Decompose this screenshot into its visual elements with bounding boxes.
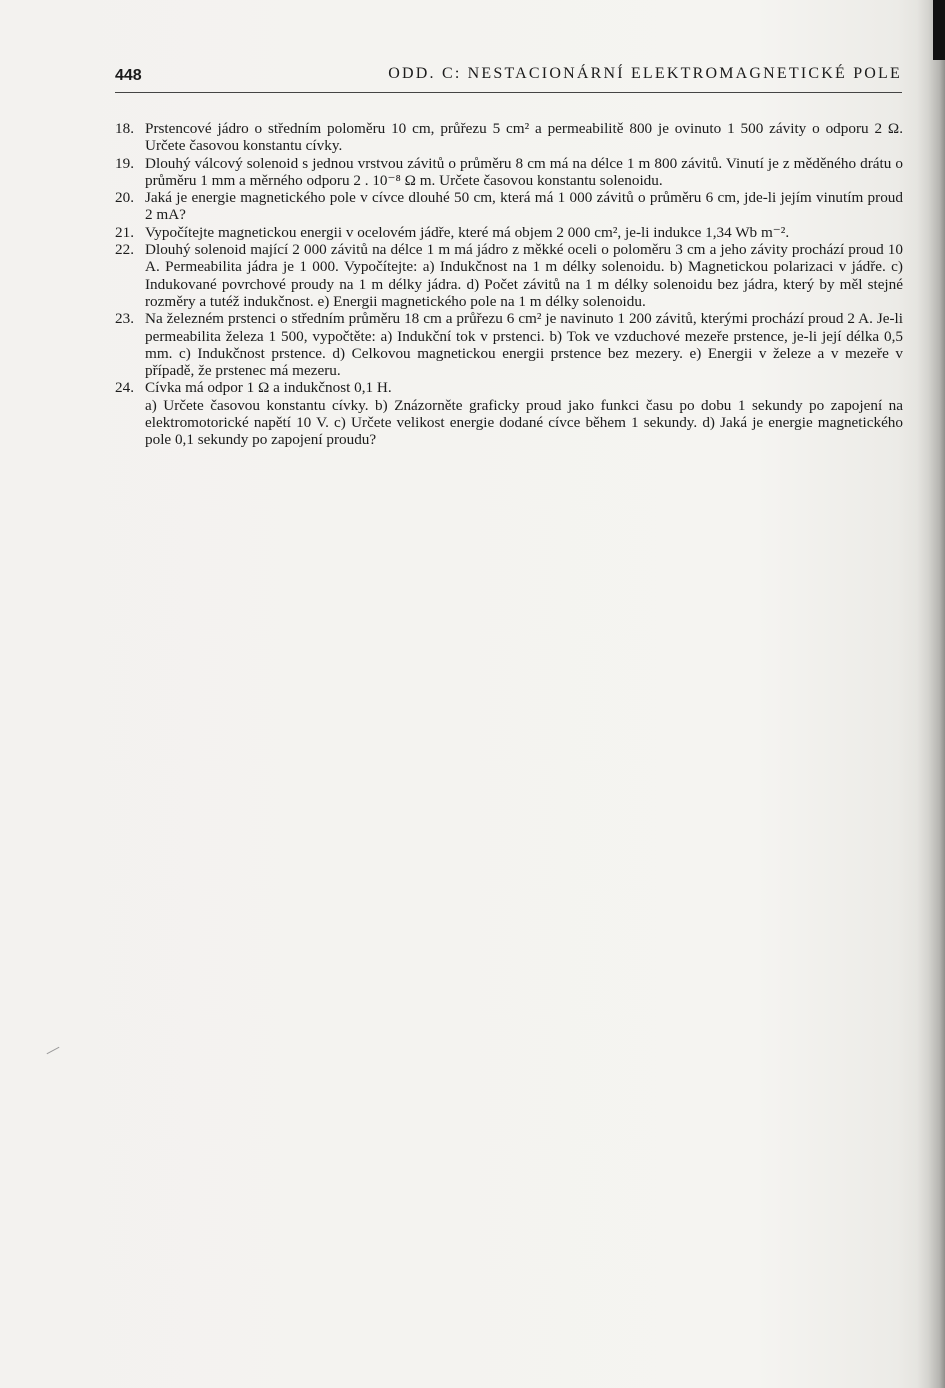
problem-text: Dlouhý solenoid mající 2 000 závitů na délce 1 m má jádro z měkké oceli o poloměru 3 cm a jeho závity prochází proud 10 A. Permeabilita jádra je 1 000. Vypočítejte: a) Indukčnost na 1 m délky solenoidu. b) Magnetickou polarizaci v jádře. c) Indukované povrchové proudy na 1 m délky jádra. d) Počet závitů na 1 m délky solenoidu bez jádra, který by měl stejné rozměry a tutéž indukčnost. e) Energii magnetického pole na 1 m délky solenoidu. — [145, 241, 903, 310]
page-header — [115, 62, 902, 88]
problem-20 — [115, 189, 903, 224]
page-number: 448 — [115, 67, 142, 84]
problem-text: Cívka má odpor 1 Ω a indukčnost 0,1 H. — [145, 379, 392, 397]
stray-pencil-mark — [47, 1047, 60, 1054]
problem-list — [115, 120, 903, 449]
binding-shadow — [917, 0, 945, 1388]
problem-23 — [115, 310, 903, 379]
problem-19 — [115, 155, 903, 190]
problem-number: 23. — [115, 310, 134, 328]
problem-21 — [115, 224, 903, 241]
problem-text: Jaká je energie magnetického pole v cívce dlouhé 50 cm, která má 1 000 závitů o průměru 6 cm, jde-li jejím vinutím proud 2 mA? — [145, 189, 903, 224]
problem-number: 22. — [115, 241, 134, 259]
problem-number: 20. — [115, 189, 134, 207]
problem-number: 21. — [115, 223, 134, 241]
header-rule — [115, 92, 902, 93]
problem-number: 24. — [115, 379, 134, 397]
problem-number: 19. — [115, 154, 134, 172]
problem-subparts: a) Určete časovou konstantu cívky. b) Znázorněte graficky proud jako funkci času po dobu 1 sekundy po zapojení na elektromotorické napětí 10 V. c) Určete velikost energie dodané cívce během 1 sekundy. d) Jaká je energie magnetického pole 0,1 sekundy po zapojení proudu? — [145, 396, 903, 449]
problem-text: Vypočítejte magnetickou energii v ocelovém jádře, které má objem 2 000 cm², je-li indukce 1,34 Wb m⁻². — [145, 223, 790, 241]
problem-number: 18. — [115, 120, 134, 137]
problem-text: Na železném prstenci o středním průměru 18 cm a průřezu 6 cm² je navinuto 1 200 závitů, kterými prochází proud 2 A. Je-li permeabilita železa 1 500, vypočtěte: a) Indukční tok v prstenci. b) Tok ve vzduchové mezeře prstence, je-li její délka 0,5 mm. c) Indukčnost prstence. d) Celkovou magnetickou energii prstence bez mezery. e) Energii v železe a v mezeře v případě, že prstenec má mezeru. — [145, 310, 903, 380]
problem-18 — [115, 120, 903, 155]
problem-text: Prstencové jádro o středním poloměru 10 cm, průřezu 5 cm² a permeabilitě 800 je ovinuto 1 500 závity o odporu 2 Ω. Určete časovou konstantu cívky. — [145, 120, 903, 155]
problem-text: Dlouhý válcový solenoid s jednou vrstvou závitů o průměru 8 cm má na délce 1 m 800 závitů. Vinutí je z měděného drátu o průměru 1 mm a měrného odporu 2 . 10⁻⁸ Ω m. Určete časovou konstantu solenoidu. — [145, 154, 903, 189]
problem-22 — [115, 241, 903, 310]
binding-edge — [933, 0, 945, 60]
problem-24 — [115, 379, 903, 448]
running-title: ODD. C: NESTACIONÁRNÍ ELEKTROMAGNETICKÉ POLE — [388, 65, 902, 82]
